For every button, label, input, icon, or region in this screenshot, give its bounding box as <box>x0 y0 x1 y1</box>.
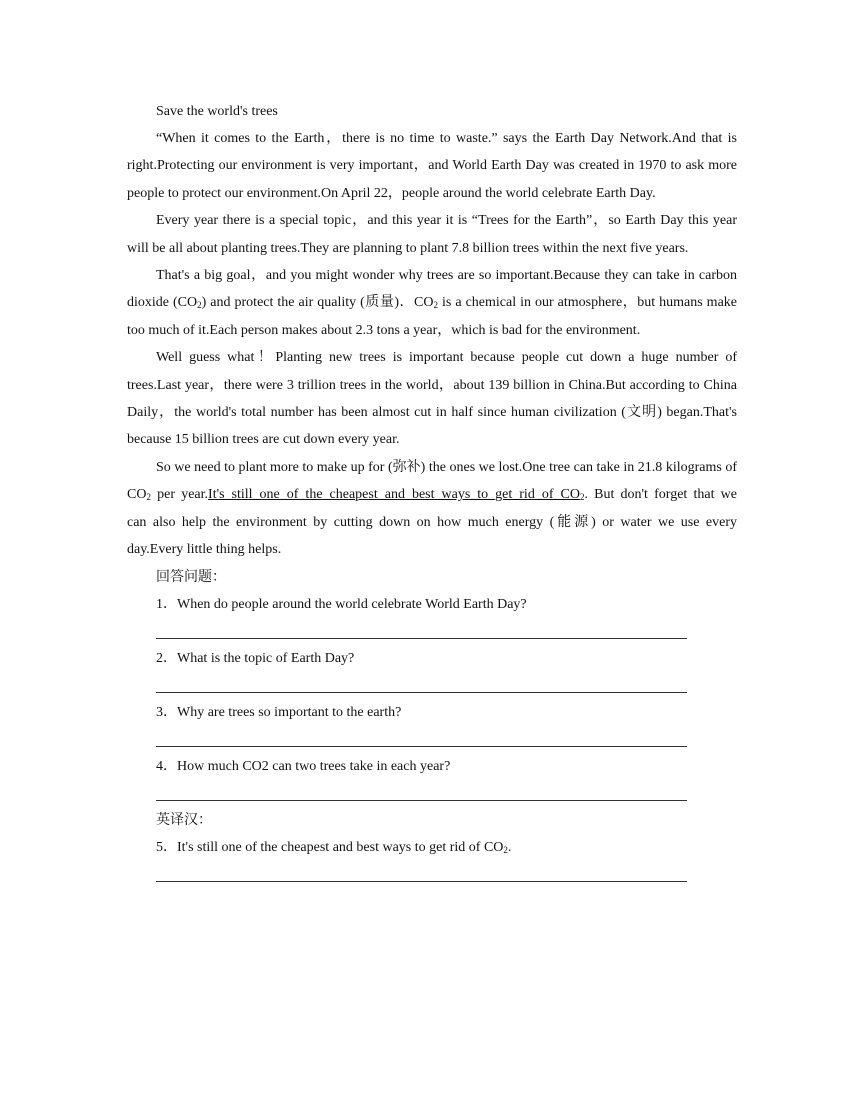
passage-paragraph-1: “When it comes to the Earth，there is no time to waste.” says the Earth Day Network.And that is right.Protecting our environment is very important，and World Earth Day was created in 1970 to ask more people to protect our environment.On April 22，people around the world celebrate Earth Day. <box>127 131 737 201</box>
question-3: 3．Why are trees so important to the earth? <box>156 704 402 720</box>
subscript: 2 <box>197 300 202 311</box>
underlined-sentence <box>208 487 584 502</box>
passage-paragraph-2: Every year there is a special topic，and this year it is “Trees for the Earth”，so Earth Day this year will be all about planting trees.They are planning to plant 7.8 billion trees within the next five years. <box>127 213 737 256</box>
answer-line-4[interactable] <box>156 800 687 801</box>
answer-line-3[interactable] <box>156 746 687 747</box>
passage-paragraph-3 <box>127 262 737 344</box>
question-2: 2．What is the topic of Earth Day? <box>156 650 355 666</box>
text-run: That's a big goal，and you might wonder why trees are so important.Because they can take in carbon dioxide (CO <box>127 268 737 311</box>
passage-paragraph-4: Well guess what！Planting new trees is important because people cut down a huge number of trees.Last year，there were 3 trillion trees in the world，about 139 billion in China.But according to China Daily，the world's total number has been almost cut in half since human civilization (文明) began.That's because 15 billion trees are cut down every year. <box>127 350 737 448</box>
question-1: 1．When do people around the world celebrate World Earth Day? <box>156 596 527 612</box>
text-run: So we need to plant more to make up for (弥补) the ones we lost.One tree can take in 21.8 kilograms of CO <box>127 459 737 503</box>
subscript: 2 <box>433 300 438 311</box>
question-5 <box>156 834 737 861</box>
answer-line-2[interactable] <box>156 692 687 693</box>
answer-line-1[interactable] <box>156 638 687 639</box>
question-list <box>156 591 737 801</box>
subscript: 2 <box>579 492 585 503</box>
text-run: is a chemical in our atmosphere，but humans make too much of it.Each person makes about 2.3 tons a year，which is bad for the environment. <box>127 295 738 338</box>
text-run: per year. <box>150 487 209 503</box>
text-run: . <box>507 839 512 855</box>
passage-paragraph-5 <box>127 454 737 564</box>
subscript: 2 <box>146 492 151 503</box>
worksheet <box>127 98 737 888</box>
text-run: 5．It's still one of the cheapest and best ways to get rid of CO <box>156 839 504 855</box>
section-label-translate: 英译汉： <box>156 812 212 828</box>
passage-title: Save the world's trees <box>156 104 278 119</box>
text-run: . But don't forget that we can also help the environment by cutting down on how much energy (能源) or water we use every day.Every little thing helps. <box>127 487 737 558</box>
answer-line-5[interactable] <box>156 881 687 882</box>
text-run: ) and protect the air quality (质量)．CO <box>201 295 434 311</box>
text-run: It's_still_one_of_the_cheapest_and_best_ways_to_get_rid_of_CO <box>208 487 580 503</box>
translation-block <box>156 834 737 882</box>
section-label-answer-questions: 回答问题： <box>156 569 226 585</box>
question-4: 4．How much CO2 can two trees take in each year? <box>156 758 451 774</box>
subscript: 2 <box>503 844 508 855</box>
